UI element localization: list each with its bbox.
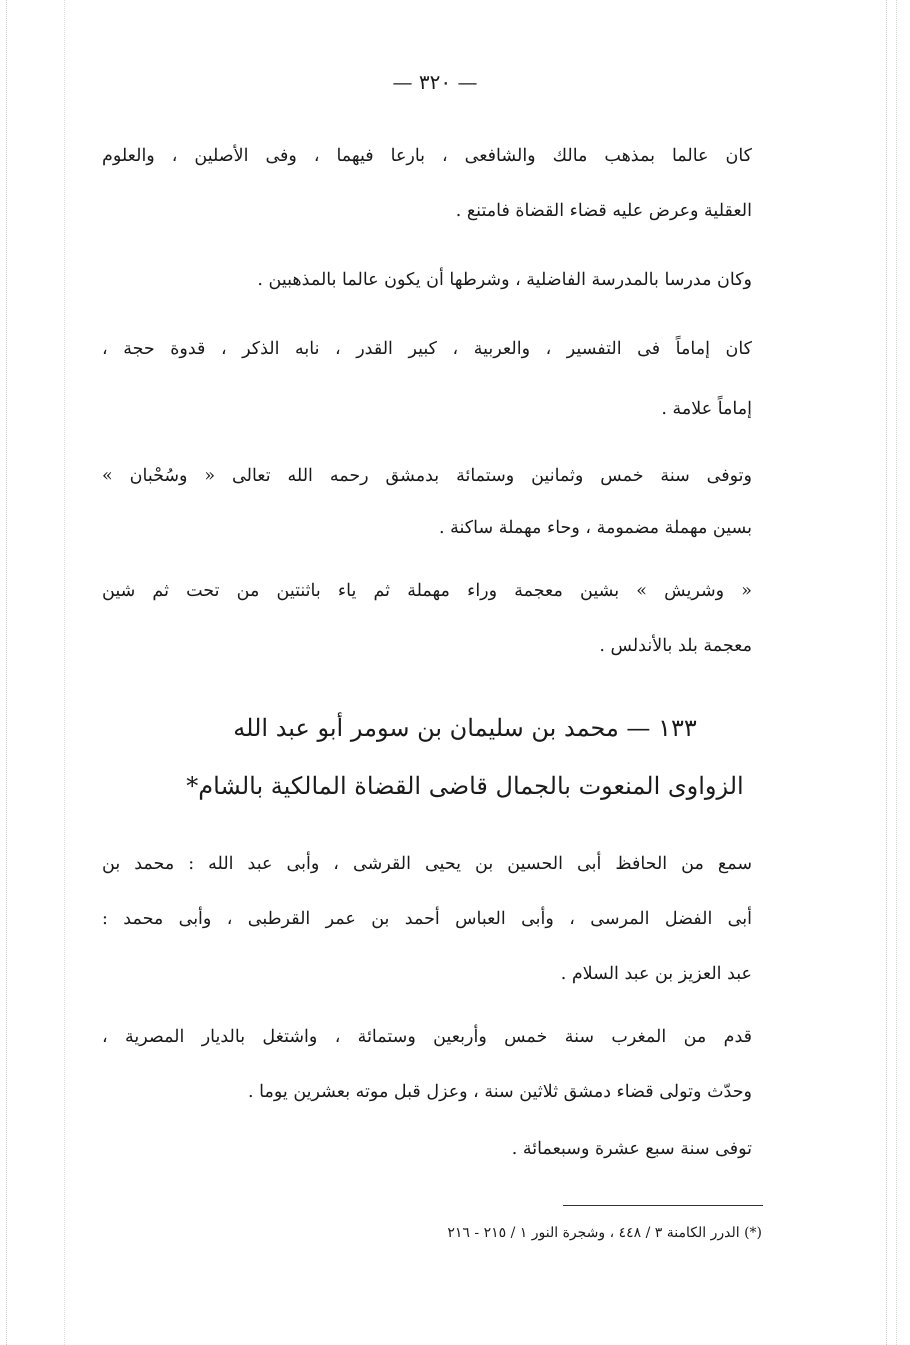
entry-heading-line-2: الزواوى المنعوت بالجمال قاضى القضاة المالكية بالشام* — [186, 772, 744, 800]
scan-margin-right-outer — [896, 0, 897, 1345]
text-line: سمع من الحافظ أبى الحسين بن يحيى القرشى ، وأبى عبد الله : محمد بن — [102, 854, 752, 874]
text-line: توفى سنة سبع عشرة وسبعمائة . — [511, 1139, 752, 1159]
scan-margin-left — [6, 0, 7, 1345]
text-line: كان إماماً فى التفسير ، والعربية ، كبير القدر ، نابه الذكر ، قدوة حجة ، — [102, 339, 752, 359]
text-line: كان عالما بمذهب مالك والشافعى ، بارعا فيهما ، وفى الأصلين ، والعلوم — [102, 146, 752, 166]
text-line: قدم من المغرب سنة خمس وأربعين وستمائة ، واشتغل بالديار المصرية ، — [102, 1027, 752, 1047]
entry-heading-line-1: ١٣٣ — محمد بن سليمان بن سومر أبو عبد الله — [233, 714, 697, 742]
text-line: معجمة بلد بالأندلس . — [599, 636, 752, 656]
text-line: وحدّث وتولى قضاء دمشق ثلاثين سنة ، وعزل قبل موته بعشرين يوما . — [248, 1082, 752, 1102]
text-line: وتوفى سنة خمس وثمانين وستمائة بدمشق رحمه الله تعالى « وسُحْبان » — [102, 466, 752, 486]
text-line: عبد العزيز بن عبد السلام . — [560, 964, 752, 984]
footnote: (*) الدرر الكامنة ٣ / ٤٤٨ ، وشجرة النور ١ / ٢١٥ - ٢١٦ — [447, 1225, 762, 1241]
text-line: وكان مدرسا بالمدرسة الفاضلية ، وشرطها أن يكون عالما بالمذهبين . — [257, 270, 752, 290]
footnote-separator — [563, 1205, 763, 1206]
text-line: بسين مهملة مضمومة ، وحاء مهملة ساكنة . — [439, 518, 752, 538]
text-line: أبى الفضل المرسى ، وأبى العباس أحمد بن عمر القرطبى ، وأبى محمد : — [102, 909, 752, 929]
scan-margin-left-inner — [64, 0, 65, 1345]
page-number: — ٣٢٠ — — [392, 70, 478, 94]
text-line: « وشريش » بشين معجمة وراء مهملة ثم ياء باثنتين من تحت ثم شين — [102, 581, 752, 601]
scan-margin-right — [886, 0, 887, 1345]
text-line: إماماً علامة . — [661, 399, 752, 419]
text-line: العقلية وعرض عليه قضاء القضاة فامتنع . — [455, 201, 752, 221]
